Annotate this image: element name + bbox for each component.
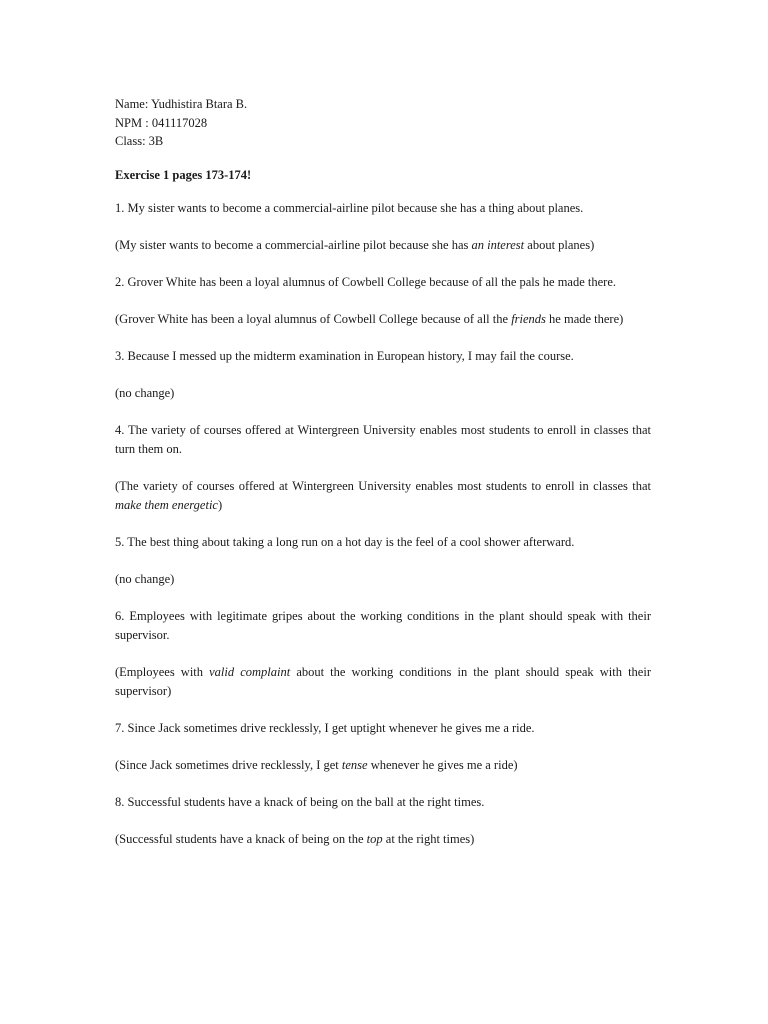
item-6-revision: (Employees with valid complaint about the working conditions in the plant should speak with their supervisor) bbox=[115, 664, 651, 698]
item-3-original: 3. Because I messed up the midterm examination in European history, I may fail the course. bbox=[115, 348, 574, 363]
item-7-replacement: tense bbox=[341, 757, 368, 772]
item-8-revision: (Successful students have a knack of being on the top at the right times) bbox=[115, 831, 475, 846]
item-5-original: 5. The best thing about taking a long run on a hot day is the feel of a cool shower afterward. bbox=[115, 534, 575, 549]
document-page bbox=[115, 95, 651, 849]
item-2-revision: (Grover White has been a loyal alumnus of Cowbell College because of all the friends he made there) bbox=[115, 311, 624, 326]
exercise-title: Exercise 1 pages 173-174! bbox=[115, 167, 252, 182]
item-1-original: 1. My sister wants to become a commercial-airline pilot because she has a thing about planes. bbox=[115, 200, 584, 215]
item-7-revision: (Since Jack sometimes drive recklessly, I get tense whenever he gives me a ride) bbox=[115, 757, 518, 772]
item-8-replacement: top bbox=[366, 831, 383, 846]
item-1-replacement: an interest bbox=[471, 237, 525, 252]
student-class: Class: 3B bbox=[115, 134, 164, 148]
item-6-replacement: valid complaint bbox=[209, 664, 291, 679]
student-npm: NPM : 041117028 bbox=[115, 115, 208, 130]
item-2-replacement: friends bbox=[511, 311, 546, 326]
item-1-revision: (My sister wants to become a commercial-airline pilot because she has an interest about planes) bbox=[115, 237, 595, 252]
item-5-revision: (no change) bbox=[115, 571, 175, 586]
item-4-revision: (The variety of courses offered at Wintergreen University enables most students to enroll in classes that make them energetic) bbox=[115, 478, 651, 512]
item-6-original: 6. Employees with legitimate gripes about the working conditions in the plant should speak with their supervisor. bbox=[115, 608, 651, 642]
item-7-original: 7. Since Jack sometimes drive recklessly, I get uptight whenever he gives me a ride. bbox=[115, 720, 535, 735]
item-8-original: 8. Successful students have a knack of being on the ball at the right times. bbox=[115, 794, 485, 809]
item-3-revision: (no change) bbox=[115, 385, 175, 400]
item-4-original: 4. The variety of courses offered at Wintergreen University enables most students to enroll in classes that turn them on. bbox=[115, 422, 651, 456]
item-2-original: 2. Grover White has been a loyal alumnus of Cowbell College because of all the pals he made there. bbox=[115, 274, 616, 289]
item-4-replacement: make them energetic bbox=[115, 497, 218, 512]
student-name: Name: Yudhistira Btara B. bbox=[115, 97, 248, 111]
